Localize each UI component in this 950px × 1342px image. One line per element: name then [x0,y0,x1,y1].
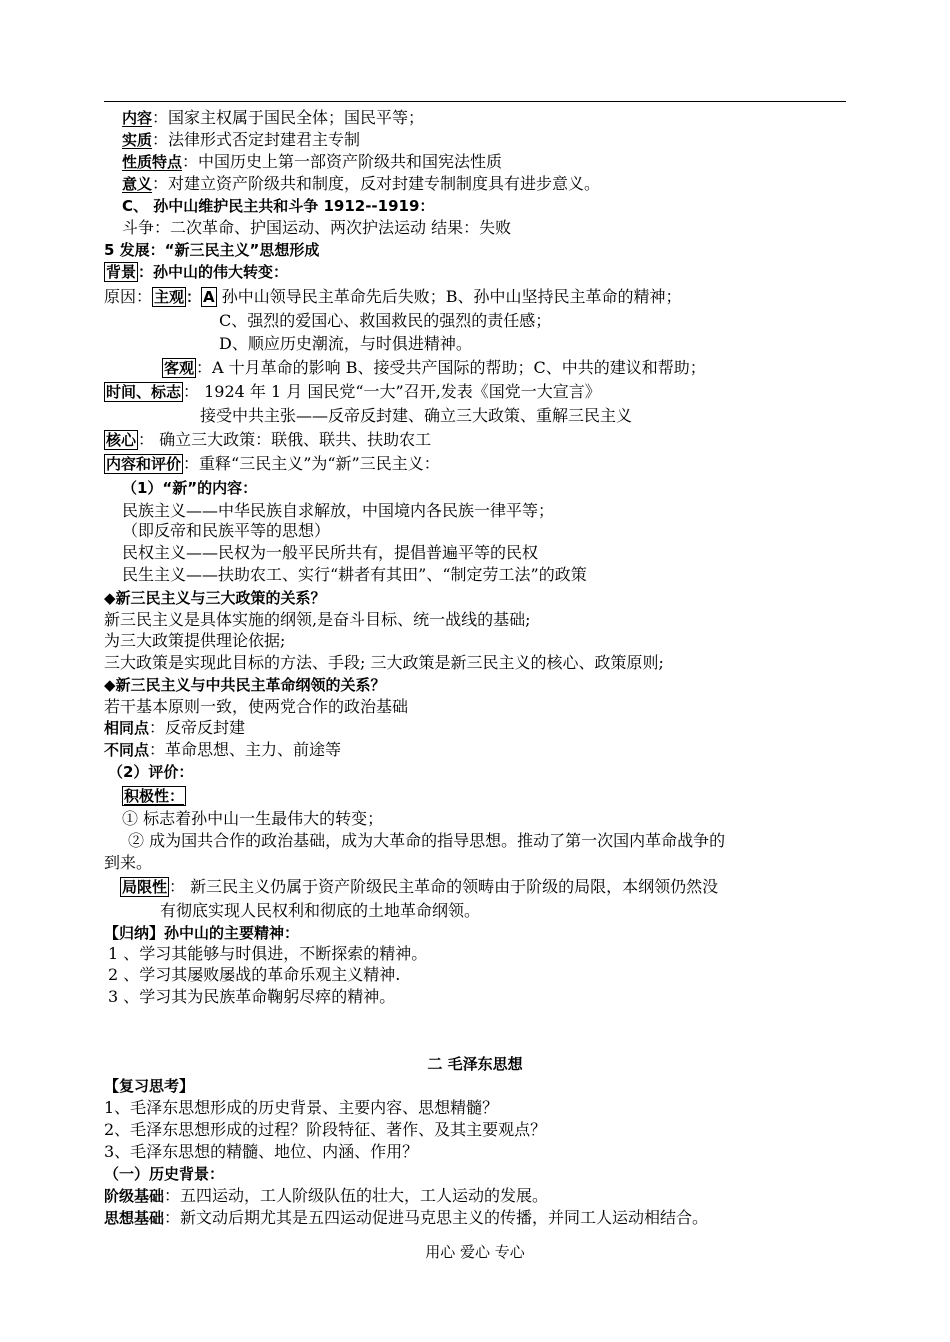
positive-label [122,785,186,807]
body-line: 为三大政策提供理论依据; [104,631,286,650]
body-line: 新三民主义是具体实施的纲领,是奋斗目标、统一战线的基础; [104,610,531,629]
struggle-line: 斗争：二次革命、护国运动、两次护法运动 结果：失败 [122,218,512,237]
boxed-label: 客观 [164,359,195,377]
similarity-line: 相同点：反帝反封建 [104,718,246,737]
essence-line: 实质：法律形式否定封建君主专制 [122,130,361,149]
body-line: 若干基本原则一致，使两党合作的政治基础 [104,697,409,716]
page-footer: 用心 爱心 专心 [425,1243,525,1261]
boxed-label: 时间、标志 [106,383,182,401]
term-label: 内容 [122,109,153,127]
boxed-label: 核心 [106,431,137,449]
term-label: 阶级基础 [104,1187,165,1205]
summary-item: 3 、学习其为民族革命鞠躬尽瘁的精神。 [108,987,396,1006]
boxed-label: 局限性 [122,878,168,896]
subsection-heading: C、 孙中山维护民主共和斗争 1912--1919： [122,197,435,215]
review-question: 1、毛泽东思想形成的历史背景、主要内容、思想精髓？ [104,1098,499,1117]
cause-item: C、强烈的爱国心、救国救民的强烈的责任感； [219,311,552,330]
democracy-line: 民权主义——民权为一般平民所共有，提倡普遍平等的民权 [122,543,539,562]
boxed-label: 主观 [154,288,185,306]
positive-item: ① 标志着孙中山一生最伟大的转变； [122,809,384,828]
nature-line: 性质特点：中国历史上第一部资产阶级共和国宪法性质 [122,152,503,171]
term-label: 意义 [122,175,153,193]
question-heading: ◆新三民主义与三大政策的关系？ [104,589,326,607]
term-label: 相同点 [104,719,150,737]
body-line: 三大政策是实现此目标的方法、手段; 三大政策是新三民主义的核心、政策原则; [104,653,664,672]
summary-item: 2 、学习其屡败屡战的革命乐观主义精神. [108,965,401,984]
limitation-cont: 有彻底实现人民权利和彻底的土地革命纲领。 [160,901,481,920]
time-line: 时间、标志 ： 1924 年 1 月 国民党“一大”召开,发表《国党一大宣言》 [106,382,601,401]
livelihood-line: 民生主义——扶助农工、实行“耕者有其田”、“制定劳工法”的政策 [122,565,587,584]
background-line: 背景 ：孙中山的伟大转变： [106,263,289,281]
positive-item-cont: 到来。 [104,853,153,872]
content-eval-line: 内容和评价 ：重释“三民主义”为“新”三民主义： [106,454,440,473]
review-heading: 【复习思考】 [104,1077,195,1095]
history-heading: （一）历史背景： [104,1165,225,1183]
term-label: 性质特点 [122,153,183,171]
chapter-title: 二 毛泽东思想 [427,1055,523,1073]
evaluation-heading: （2）评价： [108,763,194,781]
nationalism-line: 民族主义——中华民族自求解放，中国境内各民族一律平等； [122,501,555,520]
header-rule [104,101,846,102]
cause-item: D、顺应历史潮流，与时俱进精神。 [219,334,472,353]
section-heading: 5 发展：“新三民主义”思想形成 [104,241,320,259]
summary-heading: 【归纳】孙中山的主要精神： [104,924,300,942]
review-question: 2、毛泽东思想形成的过程？阶段特征、著作、及其主要观点？ [104,1120,547,1139]
time-detail: 接受中共主张——反帝反封建、确立三大政策、重解三民主义 [200,406,633,425]
cause-line: 原因： 主观 ： A 孙中山领导民主革命先后失败；B、孙中山坚持民主革命的精神； [104,287,682,306]
question-heading: ◆新三民主义与中共民主革命纲领的关系？ [104,676,386,694]
limitation-line: 局限性 ： 新三民主义仍属于资产阶级民主革命的领畴由于阶级的局限，本纲领仍然没 [122,877,719,896]
boxed-label: 背景 [106,263,137,281]
ideology-basis-line: 思想基础：新文动后期尤其是五四运动促进马克思主义的传播，并同工人运动相结合。 [104,1208,709,1227]
boxed-label: A [203,288,215,306]
difference-line: 不同点：革命思想、主力、前途等 [104,740,342,759]
term-label: 实质 [122,131,153,149]
core-line: 核心 ： 确立三大政策：联俄、联共、扶助农工 [106,430,432,449]
summary-item: 1 、学习其能够与时俱进，不断探索的精神。 [108,944,428,963]
boxed-label: 内容和评价 [106,455,182,473]
nationalism-note: （即反帝和民族平等的思想） [122,521,331,540]
positive-item: ② 成为国共合作的政治基础，成为大革命的指导思想。推动了第一次国内革命战争的 [128,831,726,850]
term-label: 思想基础 [104,1209,165,1227]
new-content-heading: （1）“新”的内容： [122,479,258,497]
significance-line: 意义：对建立资产阶级共和制度，反对封建专制制度具有进步意义。 [122,174,601,193]
objective-line: 客观 ：A 十月革命的影响 B、接受共产国际的帮助；C、中共的建议和帮助； [164,358,706,377]
term-label: 不同点 [104,741,150,759]
content-line: 内容：国家主权属于国民全体；国民平等； [122,108,425,127]
review-question: 3、毛泽东思想的精髓、地位、内涵、作用？ [104,1142,419,1161]
class-basis-line: 阶级基础：五四运动，工人阶级队伍的壮大，工人运动的发展。 [104,1186,549,1205]
boxed-label: 积极性： [124,787,185,805]
